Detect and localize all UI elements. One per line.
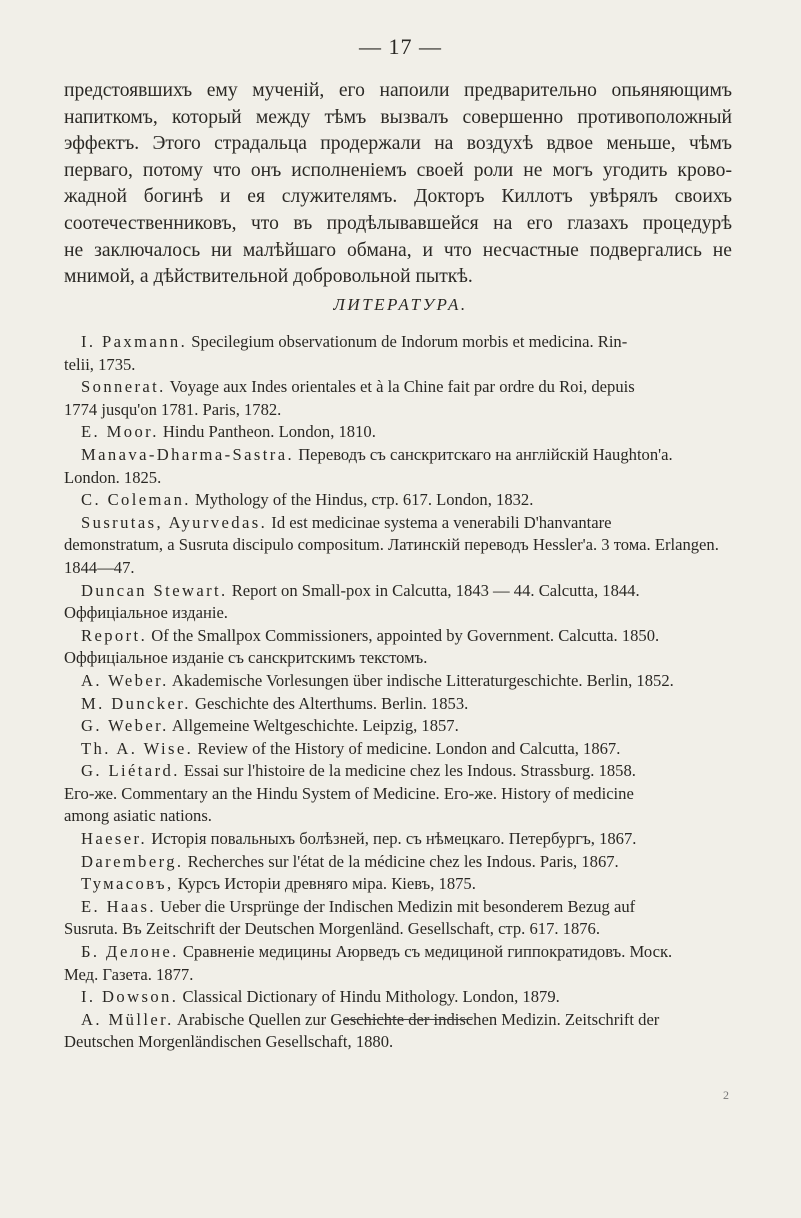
reference-author: E. Haas. [81, 896, 156, 916]
reference-author: A. Weber. [81, 670, 169, 690]
reference-text: Оффиціальное изданіе. [64, 603, 228, 623]
reference-text: Recherches sur l'état de la médicine chez les Indous. Paris, 1867. [183, 851, 619, 871]
body-line: не заключалось ни малѣйшаго обмана, и что несчастные подвергались не [64, 239, 732, 261]
reference-entry [64, 693, 734, 716]
reference-line [64, 444, 734, 467]
reference-entry [64, 1009, 734, 1054]
bibliography-heading: ЛИТЕРАТУРА. [333, 295, 468, 314]
body-line: жадной богинѣ и ея служителямъ. Докторъ Киллотъ увѣрялъ своихъ [64, 186, 732, 208]
reference-text: Hindu Pantheon. London, 1810. [158, 422, 376, 442]
reference-entry [64, 331, 734, 376]
reference-text: Voyage aux Indes orientales et à la Chine fait par ordre du Roi, depuis [165, 377, 635, 397]
reference-text: demonstratum, a Susruta discipulo compositum. Латинскій переводъ Hessler'a. 3 тома. Erlangen. [64, 535, 719, 555]
page-number: — 17 — [359, 34, 442, 59]
reference-line [64, 873, 734, 896]
reference-entry [64, 896, 734, 941]
reference-list [64, 331, 734, 1054]
reference-line [64, 534, 734, 557]
reference-author: Th. A. Wise. [81, 738, 194, 758]
reference-line [64, 580, 734, 603]
reference-line [64, 896, 734, 919]
reference-author: Report. [81, 625, 148, 645]
reference-entry [64, 489, 734, 512]
body-line: предстоявшихъ ему мученій, его напоили предварительно опьяняющимъ [64, 80, 732, 101]
reference-text: Specilegium observationum de Indorum morbis et medicina. Rin- [187, 332, 628, 351]
reference-line [64, 602, 734, 625]
reference-author: E. Moor. [81, 422, 159, 442]
reference-entry [64, 851, 734, 874]
reference-entry [64, 625, 734, 670]
reference-text: Исторія повальныхъ болѣзней, пер. съ нѣмецкаго. Петербургъ, 1867. [147, 829, 637, 849]
reference-text: Geschichte des Alterthums. Berlin. 1853. [190, 693, 469, 713]
reference-entry [64, 444, 734, 489]
reference-author: Susrutas, Ayurvedas. [81, 512, 268, 532]
reference-line [64, 625, 734, 648]
reference-author: M. Duncker. [81, 693, 191, 713]
reference-line [64, 331, 734, 354]
reference-text: Arabische Quellen zur Geschichte der indischen Medizin. Zeitschrift der [173, 1009, 660, 1029]
reference-text: Review of the History of medicine. London and Calcutta, 1867. [193, 738, 621, 758]
reference-entry [64, 715, 734, 738]
reference-text: Susruta. Въ Zeitschrift der Deutschen Morgenländ. Gesellschaft, стр. 617. 1876. [64, 919, 601, 939]
body-line: эффектъ. Этого страдальца продержали на воздухѣ вдвое меньше, чѣмъ [64, 133, 732, 155]
reference-text: among asiatic nations. [64, 806, 212, 826]
reference-text: Ueber die Ursprünge der Indischen Medizin mit besonderem Bezug auf [155, 896, 636, 916]
reference-line [64, 354, 734, 377]
reference-line [64, 647, 734, 670]
reference-text: Id est medicinae systema a venerabili D'hanvantare [267, 512, 612, 532]
reference-author: Duncan Stewart. [81, 580, 228, 600]
reference-text: Of the Smallpox Commissioners, appointed by Government. Calcutta. 1850. [147, 625, 660, 645]
reference-text: Deutschen Morgenländischen Gesellschaft, 1880. [64, 1032, 394, 1052]
reference-author: Sonnerat. [81, 377, 166, 397]
reference-author: Б. Делоне. [81, 942, 179, 962]
reference-line [64, 489, 734, 512]
reference-author: I. Paxmann. [81, 332, 188, 351]
reference-line [64, 399, 734, 422]
reference-line [64, 851, 734, 874]
reference-text: Переводъ съ санскритскаго на англійскій Haughton'a. [294, 444, 673, 464]
reference-entry [64, 421, 734, 444]
reference-line [64, 1031, 734, 1054]
reference-line [64, 376, 734, 399]
reference-line [64, 738, 734, 761]
reference-line [64, 805, 734, 828]
reference-line [64, 964, 734, 987]
reference-entry [64, 986, 734, 1009]
body-line: мнимой, а дѣйствительной добровольной пыткѣ. [64, 266, 473, 288]
reference-text: Report on Small-pox in Calcutta, 1843 — 44. Calcutta, 1844. [227, 580, 640, 600]
reference-line [64, 1009, 734, 1032]
reference-author: Тумасовъ, [81, 874, 174, 894]
reference-text: 1774 jusqu'on 1781. Paris, 1782. [64, 399, 282, 419]
reference-line [64, 760, 734, 783]
reference-entry [64, 580, 734, 625]
reference-text: Курсъ Исторіи древняго міра. Кіевъ, 1875. [173, 874, 476, 894]
reference-entry [64, 670, 734, 693]
reference-line [64, 941, 734, 964]
reference-text: Сравненіе медицины Аюрведъ съ медициной гиппократидовъ. Моск. [178, 942, 673, 962]
signature-mark: 2 [723, 1088, 729, 1102]
reference-text: 1844—47. [64, 557, 135, 577]
reference-line [64, 512, 734, 535]
reference-text: Оффиціальное изданіе съ санскритскимъ текстомъ. [64, 648, 428, 668]
body-paragraph [64, 78, 732, 291]
reference-author: G. Liétard. [81, 761, 180, 781]
body-line: напиткомъ, который между тѣмъ вызвалъ совершенно противоположный [64, 106, 732, 128]
reference-entry [64, 512, 734, 580]
body-line: перваго, потому что онъ исполненіемъ своей роли не могъ угодить крово- [64, 159, 732, 181]
reference-text: Classical Dictionary of Hindu Mithology. London, 1879. [178, 987, 560, 1007]
reference-text: Essai sur l'histoire de la medicine chez les Indous. Strassburg. 1858. [179, 761, 636, 781]
reference-author: Haeser. [81, 829, 148, 849]
reference-line [64, 693, 734, 716]
reference-text: Allgemeine Weltgeschichte. Leipzig, 1857. [168, 716, 459, 736]
body-line: соотечественниковъ, что въ продѣлывавшейся на его глазахъ процедурѣ [64, 212, 732, 234]
reference-line [64, 828, 734, 851]
reference-line [64, 467, 734, 490]
reference-line [64, 986, 734, 1009]
end-rule [344, 1019, 472, 1020]
reference-line [64, 783, 734, 806]
reference-line [64, 557, 734, 580]
reference-entry [64, 738, 734, 761]
reference-entry [64, 828, 734, 851]
reference-line [64, 918, 734, 941]
reference-text: London. 1825. [64, 467, 162, 487]
reference-author: I. Dowson. [81, 987, 179, 1007]
reference-text: Mythology of the Hindus, стр. 617. London, 1832. [190, 490, 534, 510]
reference-text: Его-же. Commentary an the Hindu System of Medicine. Его-же. History of medicine [64, 783, 634, 803]
reference-entry [64, 376, 734, 421]
reference-text: telii, 1735. [64, 354, 136, 374]
reference-line [64, 715, 734, 738]
reference-author: Daremberg. [81, 851, 184, 871]
reference-text: Мед. Газета. 1877. [64, 964, 194, 984]
reference-entry [64, 760, 734, 828]
reference-entry [64, 941, 734, 986]
reference-author: A. Müller. [81, 1009, 174, 1029]
reference-author: C. Coleman. [81, 490, 191, 510]
reference-entry [64, 873, 734, 896]
reference-text: Akademische Vorlesungen über indische Litteraturgeschichte. Berlin, 1852. [168, 670, 674, 690]
reference-author: G. Weber. [81, 716, 169, 736]
reference-author: Manava-Dharma-Sastra. [81, 444, 295, 464]
reference-line [64, 421, 734, 444]
reference-line [64, 670, 734, 693]
